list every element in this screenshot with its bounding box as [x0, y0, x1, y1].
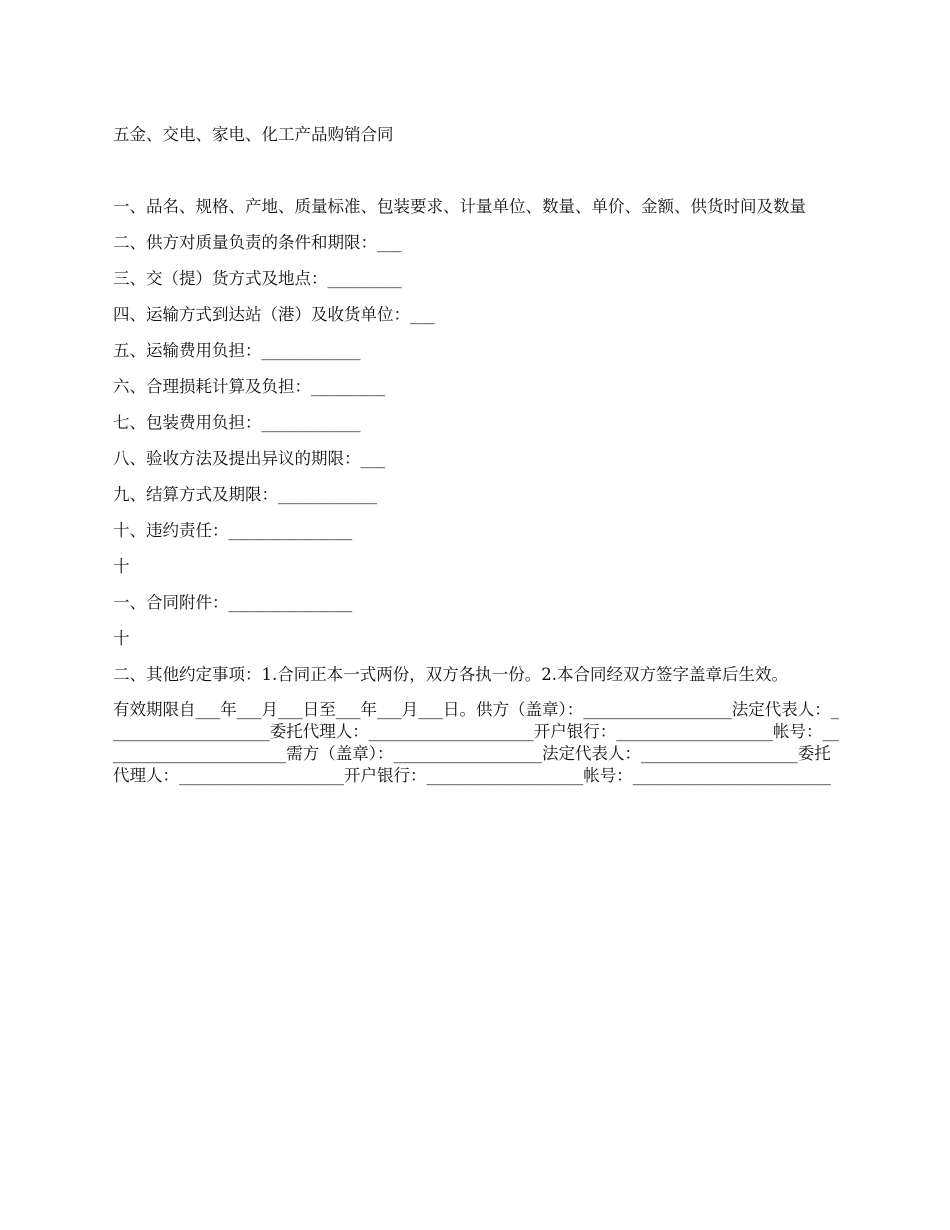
clause-2: 二、供方对质量负责的条件和期限：___: [113, 233, 402, 252]
clause-12: 二、其他约定事项：1.合同正本一式两份，双方各执一份。2.本合同经双方签字盖章后生效。: [113, 665, 788, 684]
clause-1: 一、品名、规格、产地、质量标准、包装要求、计量单位、数量、单价、金额、供货时间及数量: [113, 197, 806, 216]
clause-9: 九、结算方式及期限：____________: [113, 485, 377, 504]
clause-3: 三、交（提）货方式及地点：_________: [113, 269, 402, 288]
clause-10: 十、违约责任：_______________: [113, 521, 353, 540]
clause-11: 一、合同附件：_______________: [113, 593, 353, 612]
clause-6: 六、合理损耗计算及负担：_________: [113, 377, 386, 396]
clause-12-prefix: 十: [113, 629, 130, 648]
clause-7: 七、包装费用负担：____________: [113, 413, 361, 432]
clause-11-prefix: 十: [113, 557, 130, 576]
document-title: 五金、交电、家电、化工产品购销合同: [113, 125, 394, 144]
signature-block: 有效期限自___年___月___日至___年___月___日。供方（盖章）：__________________法定代表人：____________________委托代理人：____________________开户银行：___________________帐号：_______________________需方（盖章）：__________________法定代表人：___________________委托代理人：____________________开户银行：___________________帐号：________________________: [113, 700, 839, 785]
clause-8: 八、验收方法及提出异议的期限：___: [113, 449, 386, 468]
contract-body: [113, 124, 843, 787]
clause-5: 五、运输费用负担：____________: [113, 341, 361, 360]
clause-4: 四、运输方式到达站（港）及收货单位：___: [113, 305, 435, 324]
